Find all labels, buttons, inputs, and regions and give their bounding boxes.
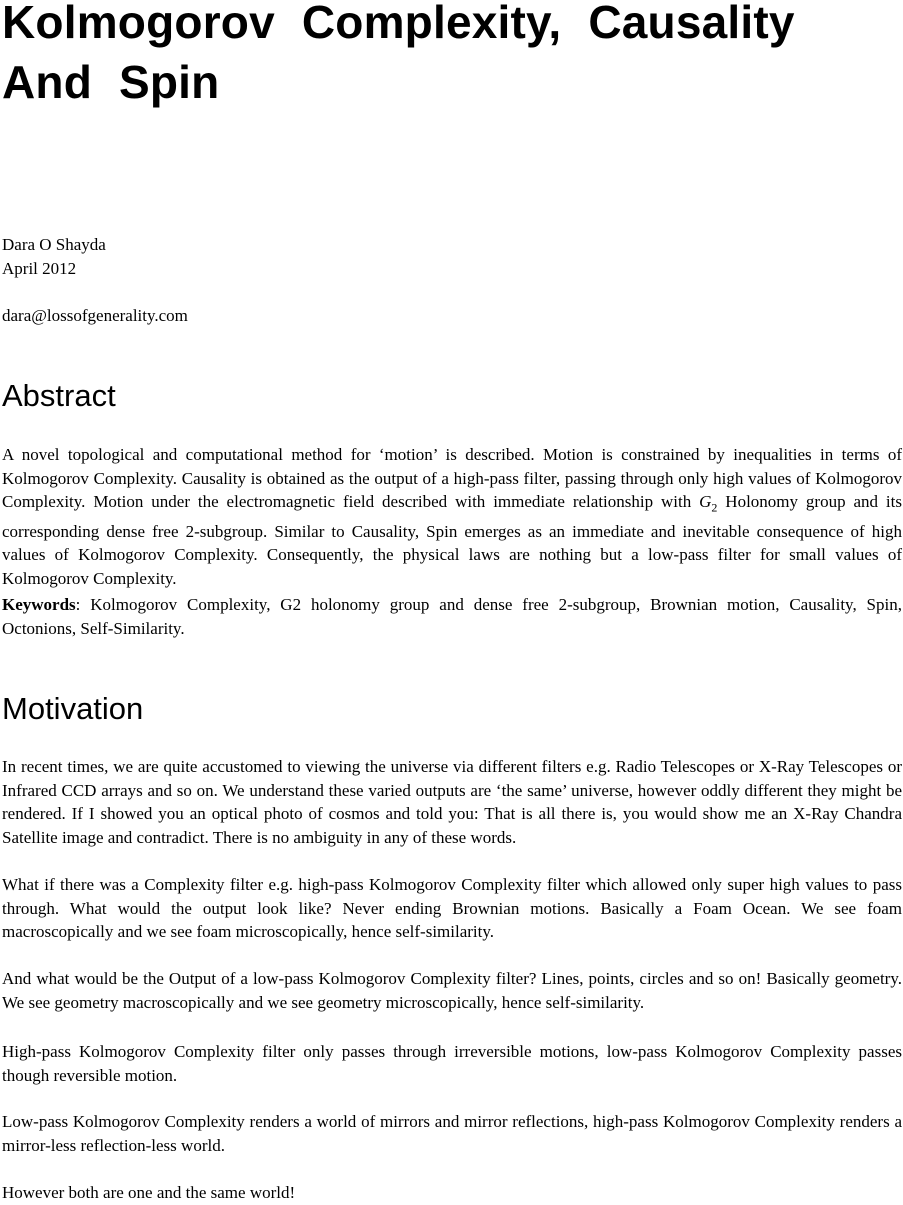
- author-name: Dara O Shayda: [2, 235, 106, 254]
- keywords-label: Keywords: [2, 595, 76, 614]
- motivation-paragraph-1: In recent times, we are quite accustomed to viewing the universe via different filters e.g. Radio Telescopes or X-Ray Telescopes or Infrared CCD arrays and so on. We understand these varied outputs are ‘the same’ universe, however oddly different they might be rendered. If I showed you an optical photo of cosmos and told you: That is all there is, you would show me an X-Ray Chandra Satellite image and contradict. There is no ambiguity in any of these words.: [2, 757, 902, 847]
- motivation-paragraph-4: High-pass Kolmogorov Complexity filter only passes through irreversible motions, low-pass Kolmogorov Complexity passes though reversible motion.: [2, 1042, 902, 1085]
- paper-page: [2, 0, 902, 1202]
- motivation-paragraph-6: However both are one and the same world!: [2, 1183, 296, 1202]
- abstract-paragraph: [2, 443, 902, 590]
- abstract-heading: Abstract: [2, 378, 116, 413]
- g2-symbol-subscript: 2: [711, 500, 718, 515]
- paper-title: Kolmogorov Complexity, Causality And Spin: [2, 0, 795, 108]
- keywords-list: : Kolmogorov Complexity, G2 holonomy group and dense free 2-subgroup, Brownian motion, Causality, Spin, Octonions, Self-Similarity.: [2, 595, 902, 638]
- motivation-heading: Motivation: [2, 691, 144, 726]
- keywords-paragraph: [2, 593, 902, 640]
- motivation-paragraph-3: And what would be the Output of a low-pass Kolmogorov Complexity filter? Lines, points, circles and so on! Basically geometry. We see geometry macroscopically and we see geometry microscopically, hence self-similarity.: [2, 969, 902, 1012]
- publication-date: April 2012: [2, 259, 77, 278]
- g2-symbol-base: G: [699, 492, 712, 511]
- motivation-paragraph-2: What if there was a Complexity filter e.g. high-pass Kolmogorov Complexity filter which allowed only super high values to pass through. What would the output look like? Never ending Brownian motions. Basically a Foam Ocean. We see foam macroscopically and we see foam microscopically, hence self-similarity.: [2, 875, 902, 941]
- abstract-text-part1: A novel topological and computational method for ‘motion’ is described. Motion is constrained by inequalities in terms of Kolmogorov Complexity. Causality is obtained as the output of a high-pass filter, passing through only high values of Kolmogorov Complexity. Motion under the electromagnetic field described with immediate relationship with: [2, 445, 902, 511]
- motivation-paragraph-5: Low-pass Kolmogorov Complexity renders a world of mirrors and mirror reflections, high-pass Kolmogorov Complexity renders a mirror-less reflection-less world.: [2, 1112, 902, 1155]
- g2-symbol: [699, 492, 718, 515]
- author-email: dara@lossofgenerality.com: [2, 306, 188, 325]
- abstract-text-part2: Holonomy group and its corresponding dense free 2-subgroup. Similar to Causality, Spin emerges as an immediate and inevitable consequence of high values of Kolmogorov Complexity. Consequently, the physical laws are nothing but a low-pass filter for small values of Kolmogorov Complexity.: [2, 492, 902, 588]
